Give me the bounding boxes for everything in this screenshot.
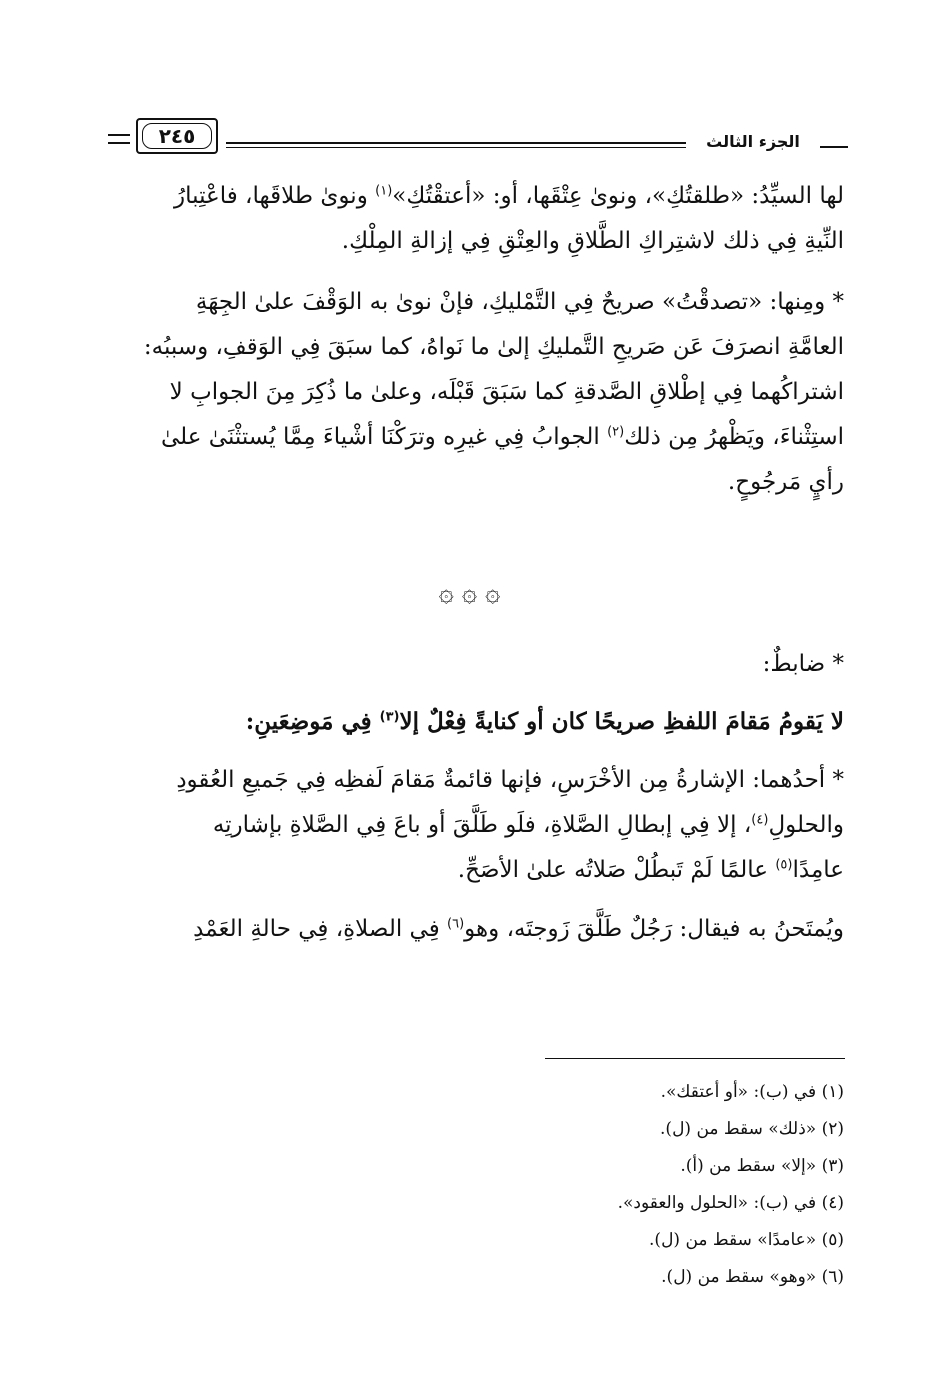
line: ونوىٰ طلاقَها، فاعْتِبارُ <box>174 183 376 209</box>
star-ornament-icon: ۞ <box>485 578 501 608</box>
running-title: الجزء الثالث <box>706 132 800 151</box>
line: فِي مَوضِعَينِ: <box>245 708 380 735</box>
line: رأيٍ مَرجُوحٍ. <box>727 469 844 495</box>
section-divider <box>0 578 939 608</box>
line: فِي الصلاةِ، فِي حالةِ العَمْدِ <box>193 916 448 942</box>
line: لا يَقومُ مَقامَ اللفظِ صريحًا كان أو كنايةً فِعْلٌ إلا <box>399 708 844 735</box>
main-text-bottom <box>108 642 844 952</box>
line: النِّيةِ فِي ذلك لاشتِراكِ الطَّلاقِ والعِتْقِ فِي إزالةِ المِلْكِ. <box>341 228 844 254</box>
page-header <box>108 112 848 162</box>
line: عامِدًا <box>792 857 844 883</box>
header-rule <box>226 142 686 144</box>
footnote-ref: (٤) <box>751 812 769 828</box>
line: لها السيِّدُ: «طلقتُكِ»، ونوىٰ عِتْقَها، أو: «أعتقْتُكِ» <box>392 183 844 209</box>
line: العامَّةِ انصرَفَ عَن صَريحِ التَّمليكِ إلىٰ ما نَواهُ، كما سبَقَ فِي الوَقفِ، وسببُه: <box>143 334 844 360</box>
star-ornament-icon: ۞ <box>461 578 478 608</box>
footnote-ref: (٢) <box>607 424 625 440</box>
dhabit-heading: * ضابطٌ: <box>762 651 844 677</box>
paragraph-3 <box>108 758 844 893</box>
page-number: ٢٤٥ <box>142 123 212 149</box>
line: استِثْناءَ، ويَظْهرُ مِن ذلك <box>624 424 844 450</box>
footnotes <box>300 1074 844 1296</box>
page-number-frame <box>136 118 218 154</box>
footnote-ref: (١) <box>375 183 393 199</box>
footnote-ref: (٣) <box>379 709 400 725</box>
line: عالمًا لَمْ تَبطُلْ صَلاتُه علىٰ الأصَحِّ. <box>457 857 776 883</box>
line: اشتراكُهما فِي إطْلاقِ الصَّدقةِ كما سَبَقَ قَبْلَه، وعلىٰ ما ذُكِرَ مِنَ الجوابِ لا <box>169 379 844 405</box>
line: * أحدُهما: الإشارةُ مِن الأخْرَسِ، فإنها قائمةٌ مَقامَ لَفظِه فِي جَميعِ العُقودِ <box>176 767 844 793</box>
header-left-rule-top <box>108 134 130 136</box>
footnote-ref: (٥) <box>775 857 793 873</box>
line: * ومِنها: «تصدقْتُ» صريحٌ فِي التَّمْليكِ، فإنْ نوىٰ به الوَقْفَ علىٰ الجِهَةِ <box>195 289 844 315</box>
footnote: (٥) «عامدًا» سقط من (ل). <box>649 1230 844 1250</box>
header-rule-thin <box>226 147 686 148</box>
footnote-ref: (٦) <box>447 916 465 932</box>
line: ، إلا فِي إبطالِ الصَّلاةِ، فلَو طَلَّقَ أو باعَ فِي الصَّلاةِ بإشارتِه <box>212 812 752 838</box>
paragraph-1 <box>108 174 844 264</box>
header-right-rule <box>820 146 848 148</box>
line: ويُمتَحنُ به فيقال: رَجُلٌ طَلَّقَ زَوجتَه، وهو <box>464 916 844 942</box>
rule-statement <box>108 699 844 744</box>
paragraph-4 <box>108 907 844 952</box>
line: والحلولِ <box>768 812 844 838</box>
footnote: (٢) «ذلك» سقط من (ل). <box>660 1119 844 1139</box>
paragraph-2 <box>108 280 844 505</box>
main-text-top <box>108 174 844 505</box>
footnote: (٤) في (ب): «الحلول والعقود». <box>617 1193 844 1213</box>
header-left-rule-bottom <box>108 142 130 144</box>
footnote: (٣) «إلا» سقط من (أ). <box>680 1156 844 1176</box>
footnote: (٦) «وهو» سقط من (ل). <box>661 1267 844 1287</box>
footnote-separator <box>545 1058 845 1059</box>
footnote: (١) في (ب): «أو أعتقك». <box>660 1082 844 1102</box>
star-ornament-icon: ۞ <box>438 578 454 608</box>
line: الجوابُ فِي غيرِه وترَكْنَا أشْياءَ مِمَّا يُستثْنَىٰ علىٰ <box>160 424 608 450</box>
